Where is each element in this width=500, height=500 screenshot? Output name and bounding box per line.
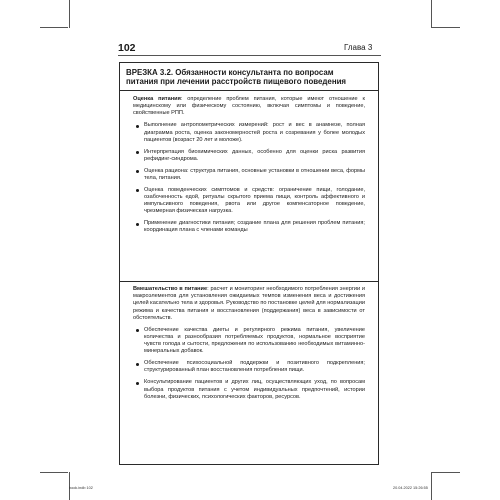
- sidebar-title-line: ВРЕЗКА 3.2. Обязанности консультанта по вопросам: [126, 68, 334, 77]
- assessment-section: [133, 96, 365, 235]
- bullet-icon: [136, 151, 139, 154]
- bullet-icon: [136, 382, 139, 385]
- intervention-section: [133, 286, 365, 401]
- section-divider: [120, 281, 378, 282]
- list-item: [133, 327, 365, 356]
- list-item: [133, 149, 365, 163]
- section-intro-text: : расчет и мониторинг необходимого потребления энергии и макроэлементов для установления ожидаемых темпов изменения веса и достижения целей касательно тела и здоровья. Руководство по постановке целей для нормализации режима и качества питания и восстановления (поддержания) веса в зависимости от обстоятельств.: [133, 286, 366, 321]
- print-timestamp: 20.04.2022 15:26:55: [393, 486, 428, 490]
- list-item: [133, 379, 365, 401]
- sidebar-box: [119, 62, 379, 465]
- crop-mark: [40, 472, 68, 473]
- section-term: Оценка питания: [133, 96, 181, 102]
- list-item-text: Интерпретация биохимических данных, особенно для оценки риска развития рефидинг-синдрома.: [144, 148, 365, 162]
- page-number: 102: [118, 42, 136, 54]
- bullet-list: [133, 327, 365, 401]
- list-item: [133, 168, 365, 182]
- sidebar-title-line: питания при лечении расстройств пищевого поведения: [126, 77, 347, 87]
- sidebar-title: [126, 68, 374, 87]
- bullet-list: [133, 122, 365, 234]
- bullet-icon: [136, 125, 139, 128]
- list-item-text: Консультирование пациентов и других лиц, осуществляющих уход, по вопросам выбора продуктов питания с учетом индивидуальных предпочтений, истории болезни, физических, психологических факторов, ресурсов.: [144, 379, 365, 400]
- bullet-icon: [136, 363, 139, 366]
- crop-mark: [69, 0, 70, 28]
- list-item-text: Выполнение антропометрических измерений: рост и вес в анамнезе, полная диаграмма роста, оценка закономерностей роста и созревания у более молодых пациентов (возраст 20 лет и моложе).: [144, 122, 365, 143]
- section-intro: [133, 286, 365, 322]
- title-divider: [120, 90, 378, 91]
- list-item-text: Применение диагностики питания; создание плана для решения проблем питания; координация плана с членами команды: [144, 220, 365, 234]
- print-slug: book.indb 102: [69, 486, 93, 490]
- list-item: [133, 360, 365, 374]
- crop-mark: [431, 0, 432, 28]
- bullet-icon: [136, 170, 139, 173]
- list-item-text: Оценка рациона: структура питания, основные установки в отношении веса, формы тела, питания.: [144, 167, 365, 181]
- crop-mark: [431, 472, 432, 500]
- crop-mark: [432, 472, 460, 473]
- bullet-icon: [136, 223, 139, 226]
- crop-mark: [40, 27, 68, 28]
- list-item-text: Обеспечение психосоциальной поддержки и позитивного подкрепления; структурированный план восстановления потребления пищи.: [144, 360, 365, 374]
- section-intro: [133, 96, 365, 118]
- list-item-text: Оценка поведенческих симптомов и средств: ограничение пищи, голодание, озабоченность едой, ритуалы скрытого приема пищи, контроль аффективного и импульсивного поведения, рвота или другое компенсаторное поведение, чрезмерная физическая нагрузка.: [144, 186, 365, 215]
- list-item: [133, 187, 365, 216]
- list-item-text: Обеспечение качества диеты и регулярного режима питания, увеличение количества и разнообразия потребляемых продуктов, нормальное восприятие чувств голода и сытости, предложения по использованию необходимых витаминно-минеральных добавок.: [144, 326, 365, 355]
- crop-mark: [432, 27, 460, 28]
- chapter-label: Глава 3: [344, 43, 373, 52]
- bullet-icon: [136, 189, 139, 192]
- list-item: [133, 220, 365, 234]
- list-item: [133, 122, 365, 144]
- section-intro-text: : определение проблем питания, которые имеют отношение к медицинскому или физическому состоянию, включая симптомы и поведение, свойственные РПП.: [133, 96, 365, 117]
- header-rule: [118, 55, 381, 56]
- bullet-icon: [136, 329, 139, 332]
- section-term: Вмешательство в питание: [133, 286, 208, 292]
